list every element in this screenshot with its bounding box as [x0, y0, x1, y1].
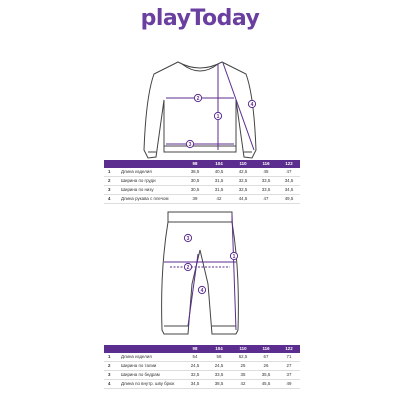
- table-cell: 38,5: [190, 169, 200, 174]
- table-cell: 34,5: [284, 187, 294, 192]
- table-cell: 32,5: [238, 187, 248, 192]
- table-cell: 42: [240, 381, 246, 386]
- row-label: Длина изделия: [121, 169, 152, 174]
- size-header: 116: [262, 346, 270, 351]
- size-header: 110: [239, 346, 247, 351]
- table-cell: 49: [286, 381, 292, 386]
- row-label: Длина рукава с плечом: [121, 196, 169, 201]
- table-row: [104, 380, 300, 389]
- table-cell: 30,5: [190, 178, 200, 183]
- shirt-marker-4: 4: [250, 101, 254, 108]
- size-header-row: [104, 160, 300, 168]
- table-cell: 32,5: [190, 372, 200, 377]
- table-cell: 67: [263, 354, 269, 359]
- table-row: [104, 353, 300, 362]
- table-cell: 38,5: [214, 381, 224, 386]
- size-header: 110: [239, 161, 247, 166]
- table-cell: 71: [286, 354, 292, 359]
- table-cell: 45,5: [261, 381, 271, 386]
- table-cell: 42,5: [238, 169, 248, 174]
- row-label: Ширина по низу: [121, 187, 154, 192]
- table-row: [104, 186, 300, 195]
- table-cell: 31,5: [214, 187, 224, 192]
- table-cell: 44,5: [238, 196, 248, 201]
- table-cell: 35: [240, 372, 246, 377]
- row-number: 3: [108, 187, 111, 192]
- table-row: [104, 177, 300, 186]
- table-cell: 58: [216, 354, 222, 359]
- shirt-marker-3: 3: [188, 141, 192, 148]
- pants-marker-1: 1: [232, 253, 236, 260]
- size-header: 98: [192, 346, 198, 351]
- pants-outline: [162, 212, 239, 334]
- size-header-row: [104, 345, 300, 353]
- row-number: 3: [108, 372, 111, 377]
- table-cell: 30,5: [190, 187, 200, 192]
- table-cell: 33,5: [214, 372, 224, 377]
- table-cell: 49,5: [284, 196, 294, 201]
- row-label: Длина изделия: [121, 354, 152, 359]
- table-row: [104, 362, 300, 371]
- size-header: 122: [285, 161, 293, 166]
- table-cell: 27: [286, 363, 292, 368]
- shirt-marker-2: 2: [196, 95, 200, 102]
- table-cell: 34,5: [284, 178, 294, 183]
- pants-size-table: [104, 345, 300, 389]
- brand-logo: playToday: [140, 6, 260, 31]
- table-cell: 33,5: [261, 187, 271, 192]
- table-cell: 39: [192, 196, 198, 201]
- table-cell: 26: [263, 363, 269, 368]
- row-number: 2: [108, 178, 111, 183]
- row-number: 4: [108, 381, 111, 386]
- size-header: 104: [215, 161, 223, 166]
- table-cell: 35,5: [261, 372, 271, 377]
- table-cell: 33,5: [261, 178, 271, 183]
- table-cell: 24,5: [214, 363, 224, 368]
- table-cell: 54: [192, 354, 198, 359]
- table-cell: 40,5: [214, 169, 224, 174]
- size-header: 98: [192, 161, 198, 166]
- size-header: 116: [262, 161, 270, 166]
- row-label: Длина по внутр. шву брюк: [121, 381, 175, 386]
- row-number: 1: [108, 169, 111, 174]
- row-label: Ширина по груди: [121, 178, 156, 183]
- pants-measure-length: [232, 214, 236, 330]
- table-cell: 34,5: [190, 381, 200, 386]
- table-cell: 31,5: [214, 178, 224, 183]
- table-row: [104, 168, 300, 177]
- pants-marker-2: 2: [186, 264, 190, 271]
- table-row: [104, 195, 300, 204]
- size-header: 122: [285, 346, 293, 351]
- shirt-size-table: [104, 160, 300, 204]
- table-cell: 32,5: [238, 178, 248, 183]
- pants-marker-4: 4: [200, 287, 204, 294]
- table-cell: 45: [263, 169, 269, 174]
- table-cell: 47: [286, 169, 292, 174]
- table-row: [104, 371, 300, 380]
- pants-marker-3: 3: [186, 235, 190, 242]
- table-cell: 62,5: [238, 354, 248, 359]
- shirt-marker-1: 1: [216, 113, 220, 120]
- table-cell: 25: [240, 363, 246, 368]
- table-cell: 42: [216, 196, 222, 201]
- row-number: 1: [108, 354, 111, 359]
- row-label: Ширина по бедрам: [121, 372, 160, 377]
- row-label: Ширина по талии: [121, 363, 157, 368]
- table-cell: 24,5: [190, 363, 200, 368]
- table-cell: 47: [263, 196, 269, 201]
- row-number: 4: [108, 196, 111, 201]
- table-cell: 37: [286, 372, 292, 377]
- row-number: 2: [108, 363, 111, 368]
- size-header: 104: [215, 346, 223, 351]
